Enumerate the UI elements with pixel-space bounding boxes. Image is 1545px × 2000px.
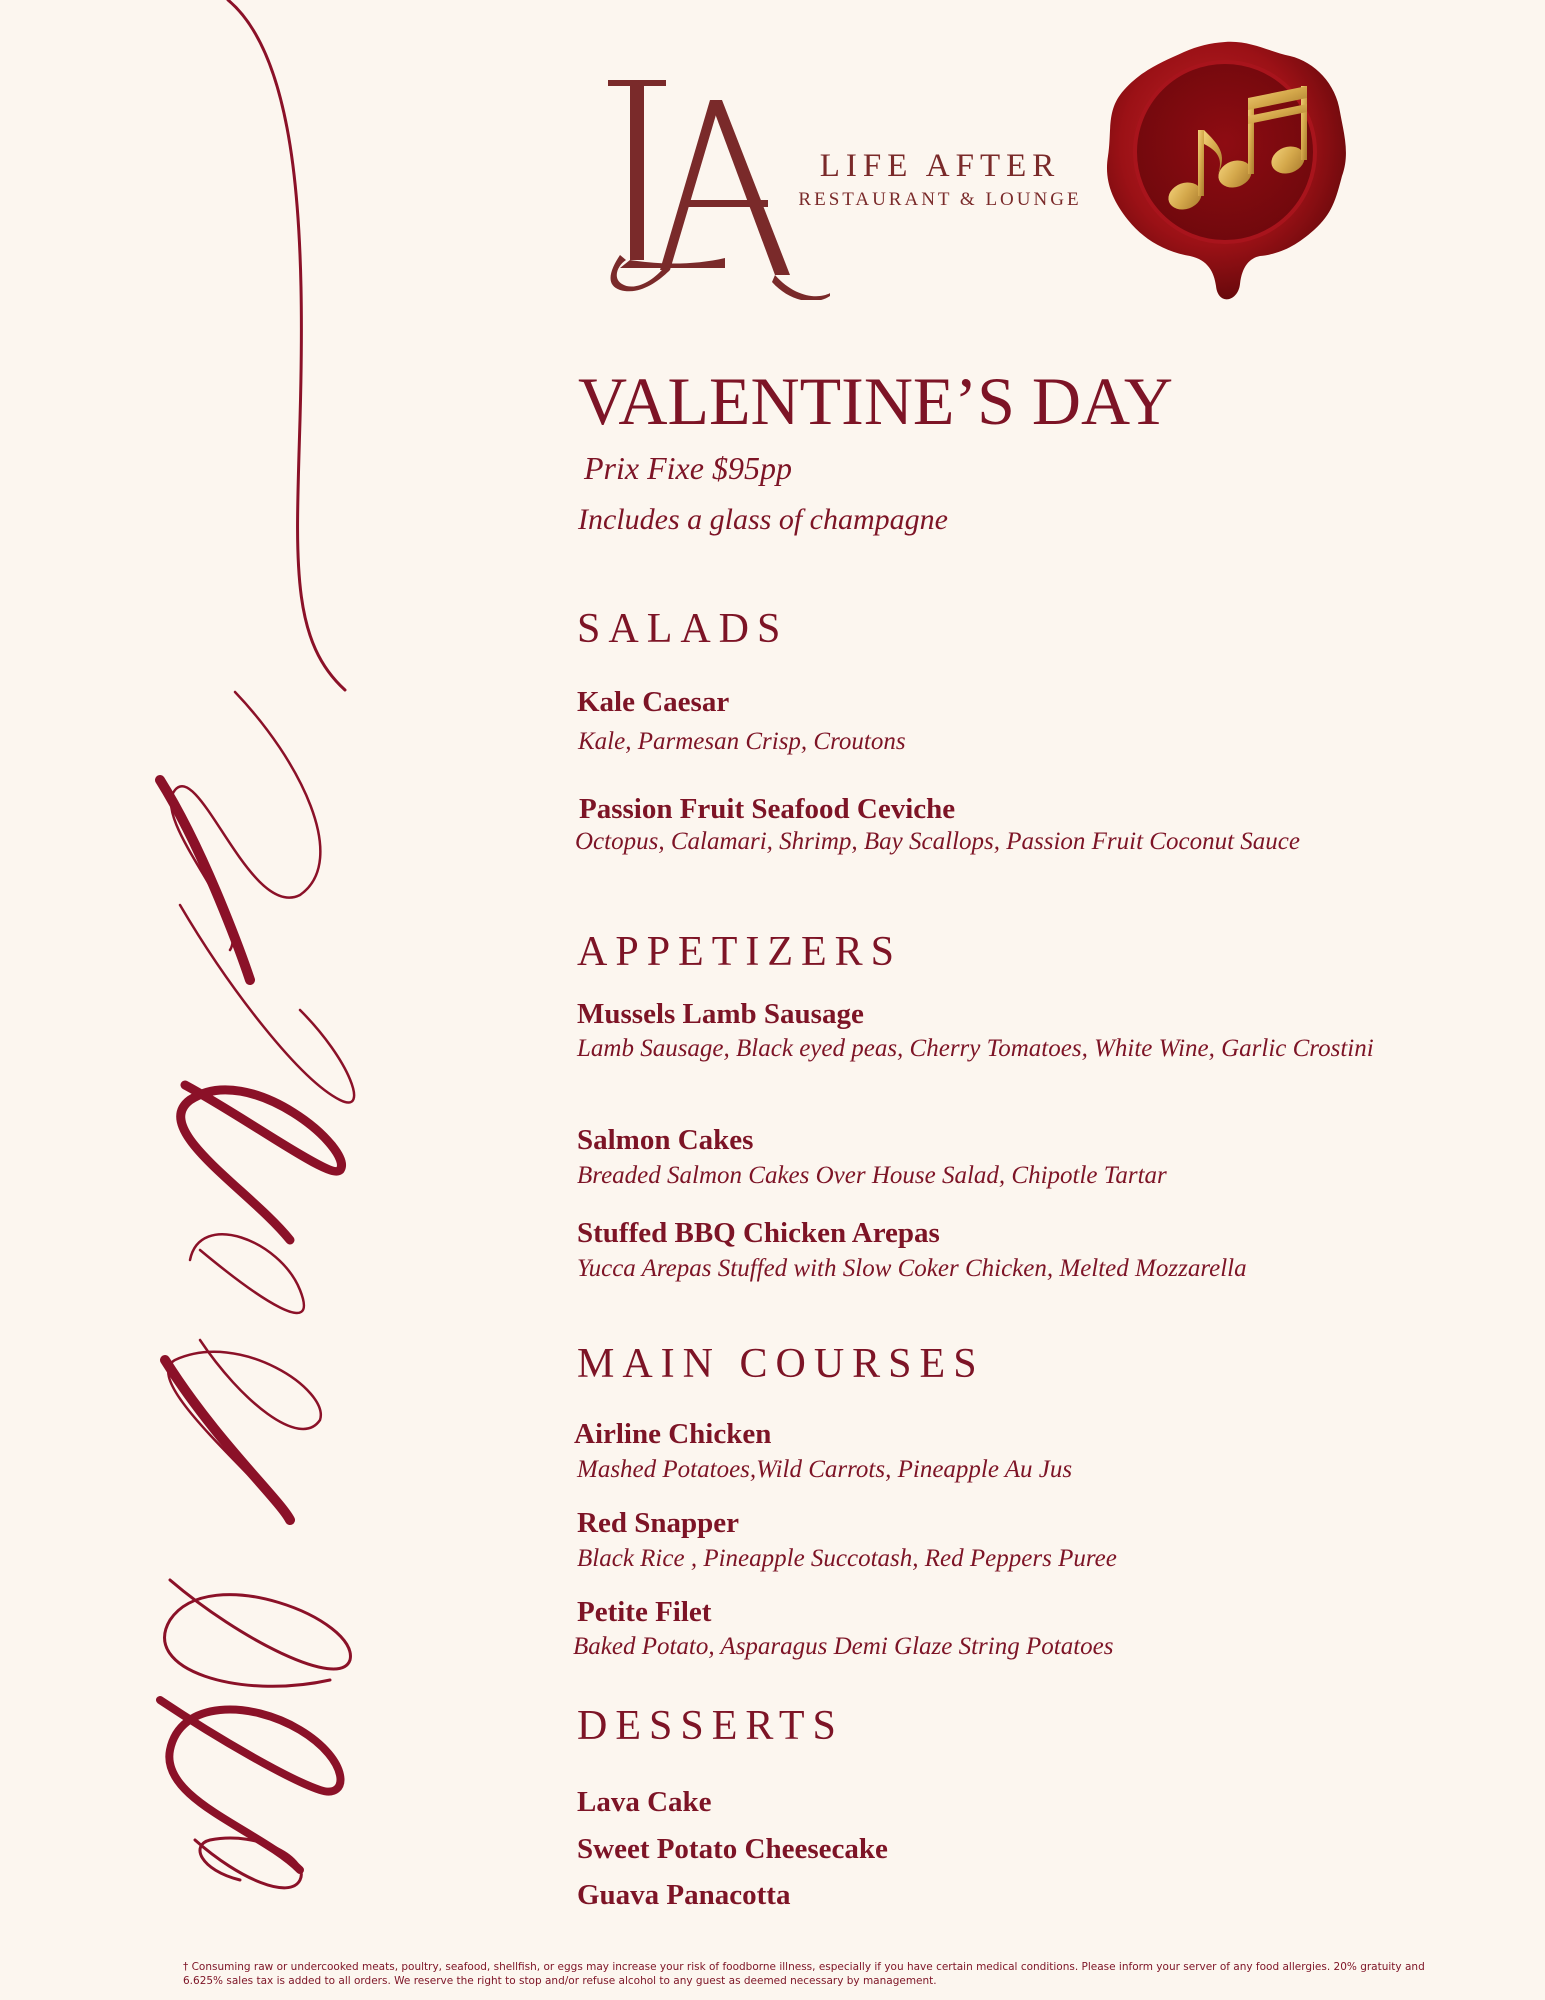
price-text: Prix Fixe $95pp (584, 450, 792, 486)
menu-item-name: Guava Panacotta (577, 1879, 791, 1911)
champagne-note: Includes a glass of champagne (578, 503, 948, 536)
menu-item-desc: Breaded Salmon Cakes Over House Salad, Chipotle Tartar (577, 1162, 1167, 1189)
section-title-main-courses: MAIN COURSES (577, 1341, 985, 1387)
brand-wordmark (790, 148, 1090, 211)
menu-item-name: Lava Cake (577, 1786, 712, 1818)
menu-item-name: Passion Fruit Seafood Ceviche (579, 793, 956, 825)
menu-item-name: Stuffed BBQ Chicken Arepas (577, 1217, 940, 1249)
menu-item-desc: Black Rice , Pineapple Succotash, Red Peppers Puree (577, 1545, 1117, 1572)
menu-item-desc: Mashed Potatoes,Wild Carrots, Pineapple Au Jus (577, 1456, 1073, 1483)
section-title-desserts: DESSERTS (577, 1703, 844, 1749)
wax-seal (1100, 34, 1350, 310)
menu-item-name: Airline Chicken (574, 1418, 772, 1450)
section-title-salads: SALADS (577, 606, 789, 652)
brand-tagline: RESTAURANT & LOUNGE (798, 189, 1082, 210)
menu-item-name: Kale Caesar (577, 686, 730, 718)
menu-item-name: Red Snapper (577, 1507, 739, 1539)
menu-item-desc: Octopus, Calamari, Shrimp, Bay Scallops, Passion Fruit Coconut Sauce (575, 828, 1300, 855)
section-title-appetizers: APPETIZERS (577, 929, 903, 975)
brand-name: LIFE AFTER (819, 148, 1061, 184)
menu-item-desc: Kale, Parmesan Crisp, Croutons (578, 728, 906, 755)
menu-script-artwork (0, 0, 400, 2000)
page-title: VALENTINE’S DAY (578, 363, 1173, 439)
menu-item-desc: Baked Potato, Asparagus Demi Glaze String Potatoes (573, 1633, 1114, 1660)
menu-item-name: Mussels Lamb Sausage (577, 998, 864, 1030)
menu-item-name: Salmon Cakes (577, 1124, 754, 1156)
menu-item-desc: Yucca Arepas Stuffed with Slow Coker Chicken, Melted Mozzarella (577, 1255, 1247, 1282)
menu-item-name: Sweet Potato Cheesecake (577, 1833, 888, 1865)
menu-item-desc: Lamb Sausage, Black eyed peas, Cherry Tomatoes, White Wine, Garlic Crostini (577, 1035, 1374, 1062)
allergy-disclaimer: † Consuming raw or undercooked meats, poultry, seafood, shellfish, or eggs may increase your risk of foodborne illness, especially if you have certain medical conditions. Please inform your server of any food allergies. 20% gratuity and 6.625% sales tax is added to all orders. We reserve the right to stop and/or refuse alcohol to any guest as deemed necessary by management. (183, 1961, 1425, 1987)
menu-item-name: Petite Filet (577, 1596, 712, 1628)
